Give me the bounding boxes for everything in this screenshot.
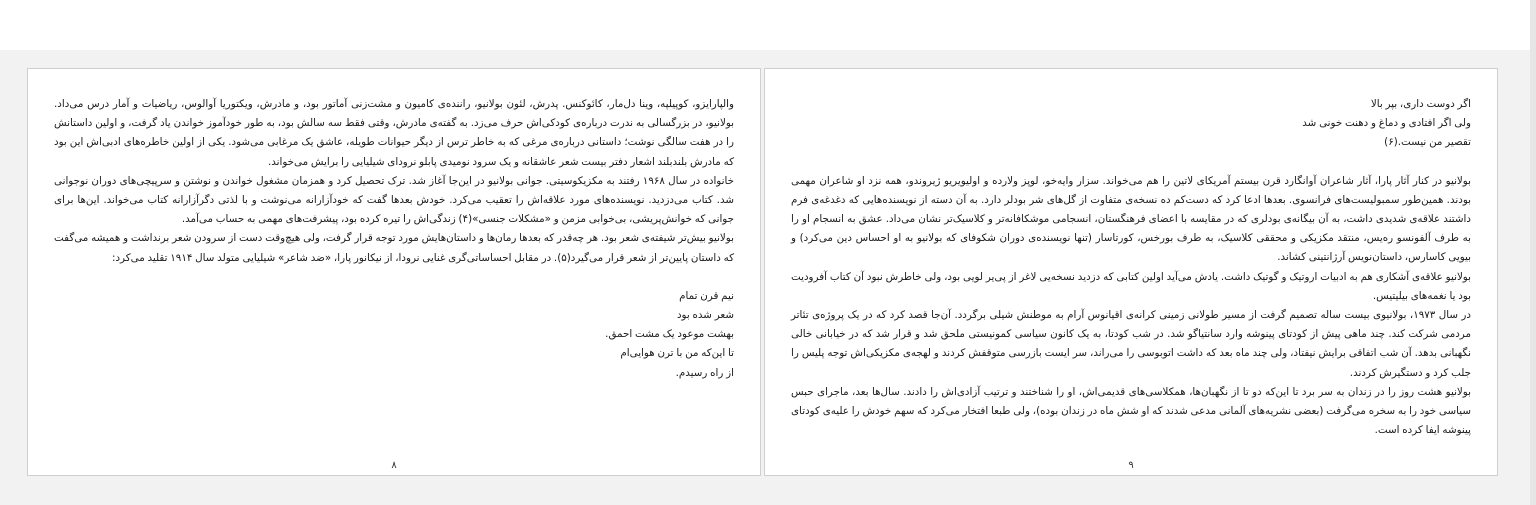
verse-line: اگر دوست داری، بپر بالا bbox=[1370, 98, 1471, 110]
paragraph: والپارایزو، کوپیلپه، وینا دل‌مار، کائوکنس. پدرش، لئون بولانیو، راننده‌ی کامیون و مشت‌زنی آماتور بود، و مادرش، ویکتوریا آوالوس، ریاضیات و آمار درس می‌داد. بولانیو، در بزرگسالی به ندرت درباره‌ی کودکی‌اش حرف می‌زد. به گفته‌ی مادرش، وقتی فقط سه سالش بود، به طور خودآموز خواندن یاد گرفت، و اولین داستانش را در هفت سالگی نوشت؛ داستانی درباره‌ی مرغی که به خاطر ترس از دیگر حیوانات طویله، عاشق یک مرغابی می‌شود. یکی از اولین خاطره‌های ادبی‌اش این بود که مادرش بلندبلند اشعار دفتر بیست شعر عاشقانه و یک سرود نومیدی پابلو نرودای شیلیایی را برایش می‌خواند. bbox=[54, 98, 734, 168]
verse-line: تقصیر من نیست.(۶) bbox=[1384, 136, 1471, 149]
verse-line: از راه رسیدم. bbox=[675, 366, 734, 379]
page-number: ۹ bbox=[1128, 460, 1134, 471]
verse-line: تا این‌که من با ترن هوایی‌ام bbox=[620, 347, 734, 360]
paragraph: خانواده در سال ۱۹۶۸ رفتند به مکزیکوسیتی. جوانی بولانیو در این‌جا آغاز شد. ترک تحصیل کرد و همزمان مشغول خواندن و نوشتن و سرپیچی‌های دوران نوجوانی شد. کتاب می‌دزدید. نویسنده‌های مورد علاقه‌اش را تعقیب می‌کرد. خودش بعدها گفت که خودآزارانه می‌نوشت و با لذتی دگرآزارانه کتاب می‌خواند. این‌ها برای جوانی که خوانش‌پریشی، بی‌خوابی مزمن و «مشکلات جنسی»(۴) زندگی‌اش را تیره کرده بود، پیشرفت‌های مهمی به حساب می‌آمد. bbox=[54, 174, 734, 226]
paragraph: بولانیو بیش‌تر شیفته‌ی شعر بود. هر چه‌قدر که بعدها رمان‌ها و داستان‌هایش مورد توجه قرار گرفت، ولی هیچ‌وقت دست از سرودن شعر برنداشت و همیشه می‌گفت که داستان پایین‌تر از شعر قرار می‌گیرد(۵). در مقابل احساساتی‌گری غنایی نرودا، از نیکانور پارا، «ضد شاعر» شیلیایی متولد سال ۱۹۱۴ تقلید می‌کرد: bbox=[54, 232, 734, 264]
paragraph: بولانیو در کنار آثار پارا، آثار شاعران آوانگارد قرن بیستم آمریکای لاتین را هم می‌خواند. سزار وایه‌خو، لوپز ولارده و اولیویریو ژیروندو، همه نزد او شاعران مهمی بودند. همین‌طور سمبولیست‌های فرانسوی. بعدها ادعا کرد که دست‌کم ده نسخه‌ی متفاوت از گل‌های شر بودلر دارد. به آن دسته از نویسنده‌هایی که دغدغه‌ی فرم داشتند علاقه‌ی شدیدی داشت، به آن بیگانه‌ی بودلری که در مقایسه با اعضای فرهنگستان، انسجامی موشکافانه‌تر و کلاسیک‌تر نشان می‌داد. عشق به انسجام او را به طرف آلفونسو ره‌یس، منتقد مکزیکی و محققی کلاسیک، به طرف بورخس، کورتاسار (تنها نویسنده‌ی دوران شکوفای که بولانیو به او احساس دین می‌کرد) و بیویی کاسارس، داستان‌نویس آرژانتینی کشاند. bbox=[791, 174, 1471, 264]
scrollbar-track[interactable] bbox=[1530, 0, 1536, 505]
verse-line: نیم قرن تمام bbox=[679, 289, 734, 302]
page-number: ۸ bbox=[391, 460, 397, 471]
page-8-body bbox=[54, 95, 734, 383]
paragraph: بولانیو هشت روز را در زندان به سر برد تا این‌که دو تا از نگهبان‌ها، همکلاسی‌های قدیمی‌اش، او را شناختند و ترتیب آزادی‌اش را دادند. سال‌ها بعد، ماجرای حبس سیاسی خود را به سخره می‌گرفت (بعضی نشریه‌های آلمانی مدعی شدند که او شش ماه در زندان بوده)، ولی طبعا افتخار می‌کرد که سهم خودش را علیه‌ی کودتای پینوشه ایفا کرده است. bbox=[791, 385, 1471, 437]
poem-verse bbox=[54, 287, 734, 383]
verse-line: ولی اگر افتادی و دماغ و دهنت خونی شد bbox=[1302, 117, 1471, 130]
verse-line: شعر شده بود bbox=[676, 309, 734, 322]
paragraph: بولانیو علاقه‌ی آشکاری هم به ادبیات اروتیک و گوتیک داشت. یادش می‌آید اولین کتابی که دزدید نسخه‌یی لاغر از پی‌یر لویی بود، ولی خاطرش نبود آن کتاب آفرودیت بود یا نغمه‌های بیلیتیس. bbox=[791, 270, 1471, 302]
page-8 bbox=[27, 68, 761, 476]
verse-line: بهشت موعود یک مشت احمق. bbox=[605, 328, 734, 341]
page-9 bbox=[764, 68, 1498, 476]
paragraph: در سال ۱۹۷۳، بولانیوی بیست ساله تصمیم گرفت از مسیر طولانی زمینی کرانه‌ی اقیانوس آرام به موطنش شیلی برگردد. آن‌جا قصد کرد که در یک پروژه‌ی تئاتر مردمی شرکت کند. چند ماهی پیش از کودتای پینوشه وارد سانتیاگو شد. در شب کودتا، به یک کانون سیاسی کمونیستی ملحق شد و قرار شد که در خیابانی خالی نگهبانی بدهد. آن شب اتفاقی برایش نیفتاد، ولی چند ماه بعد که داشت اتوبوسی را می‌راند، سر ایست بازرسی متوقفش کردند و لهجه‌ی مکزیکی‌اش توجه پلیس را جلب کرد و دستگیرش کردند. bbox=[791, 309, 1471, 379]
poem-verse bbox=[791, 95, 1471, 153]
page-9-body bbox=[791, 95, 1471, 440]
